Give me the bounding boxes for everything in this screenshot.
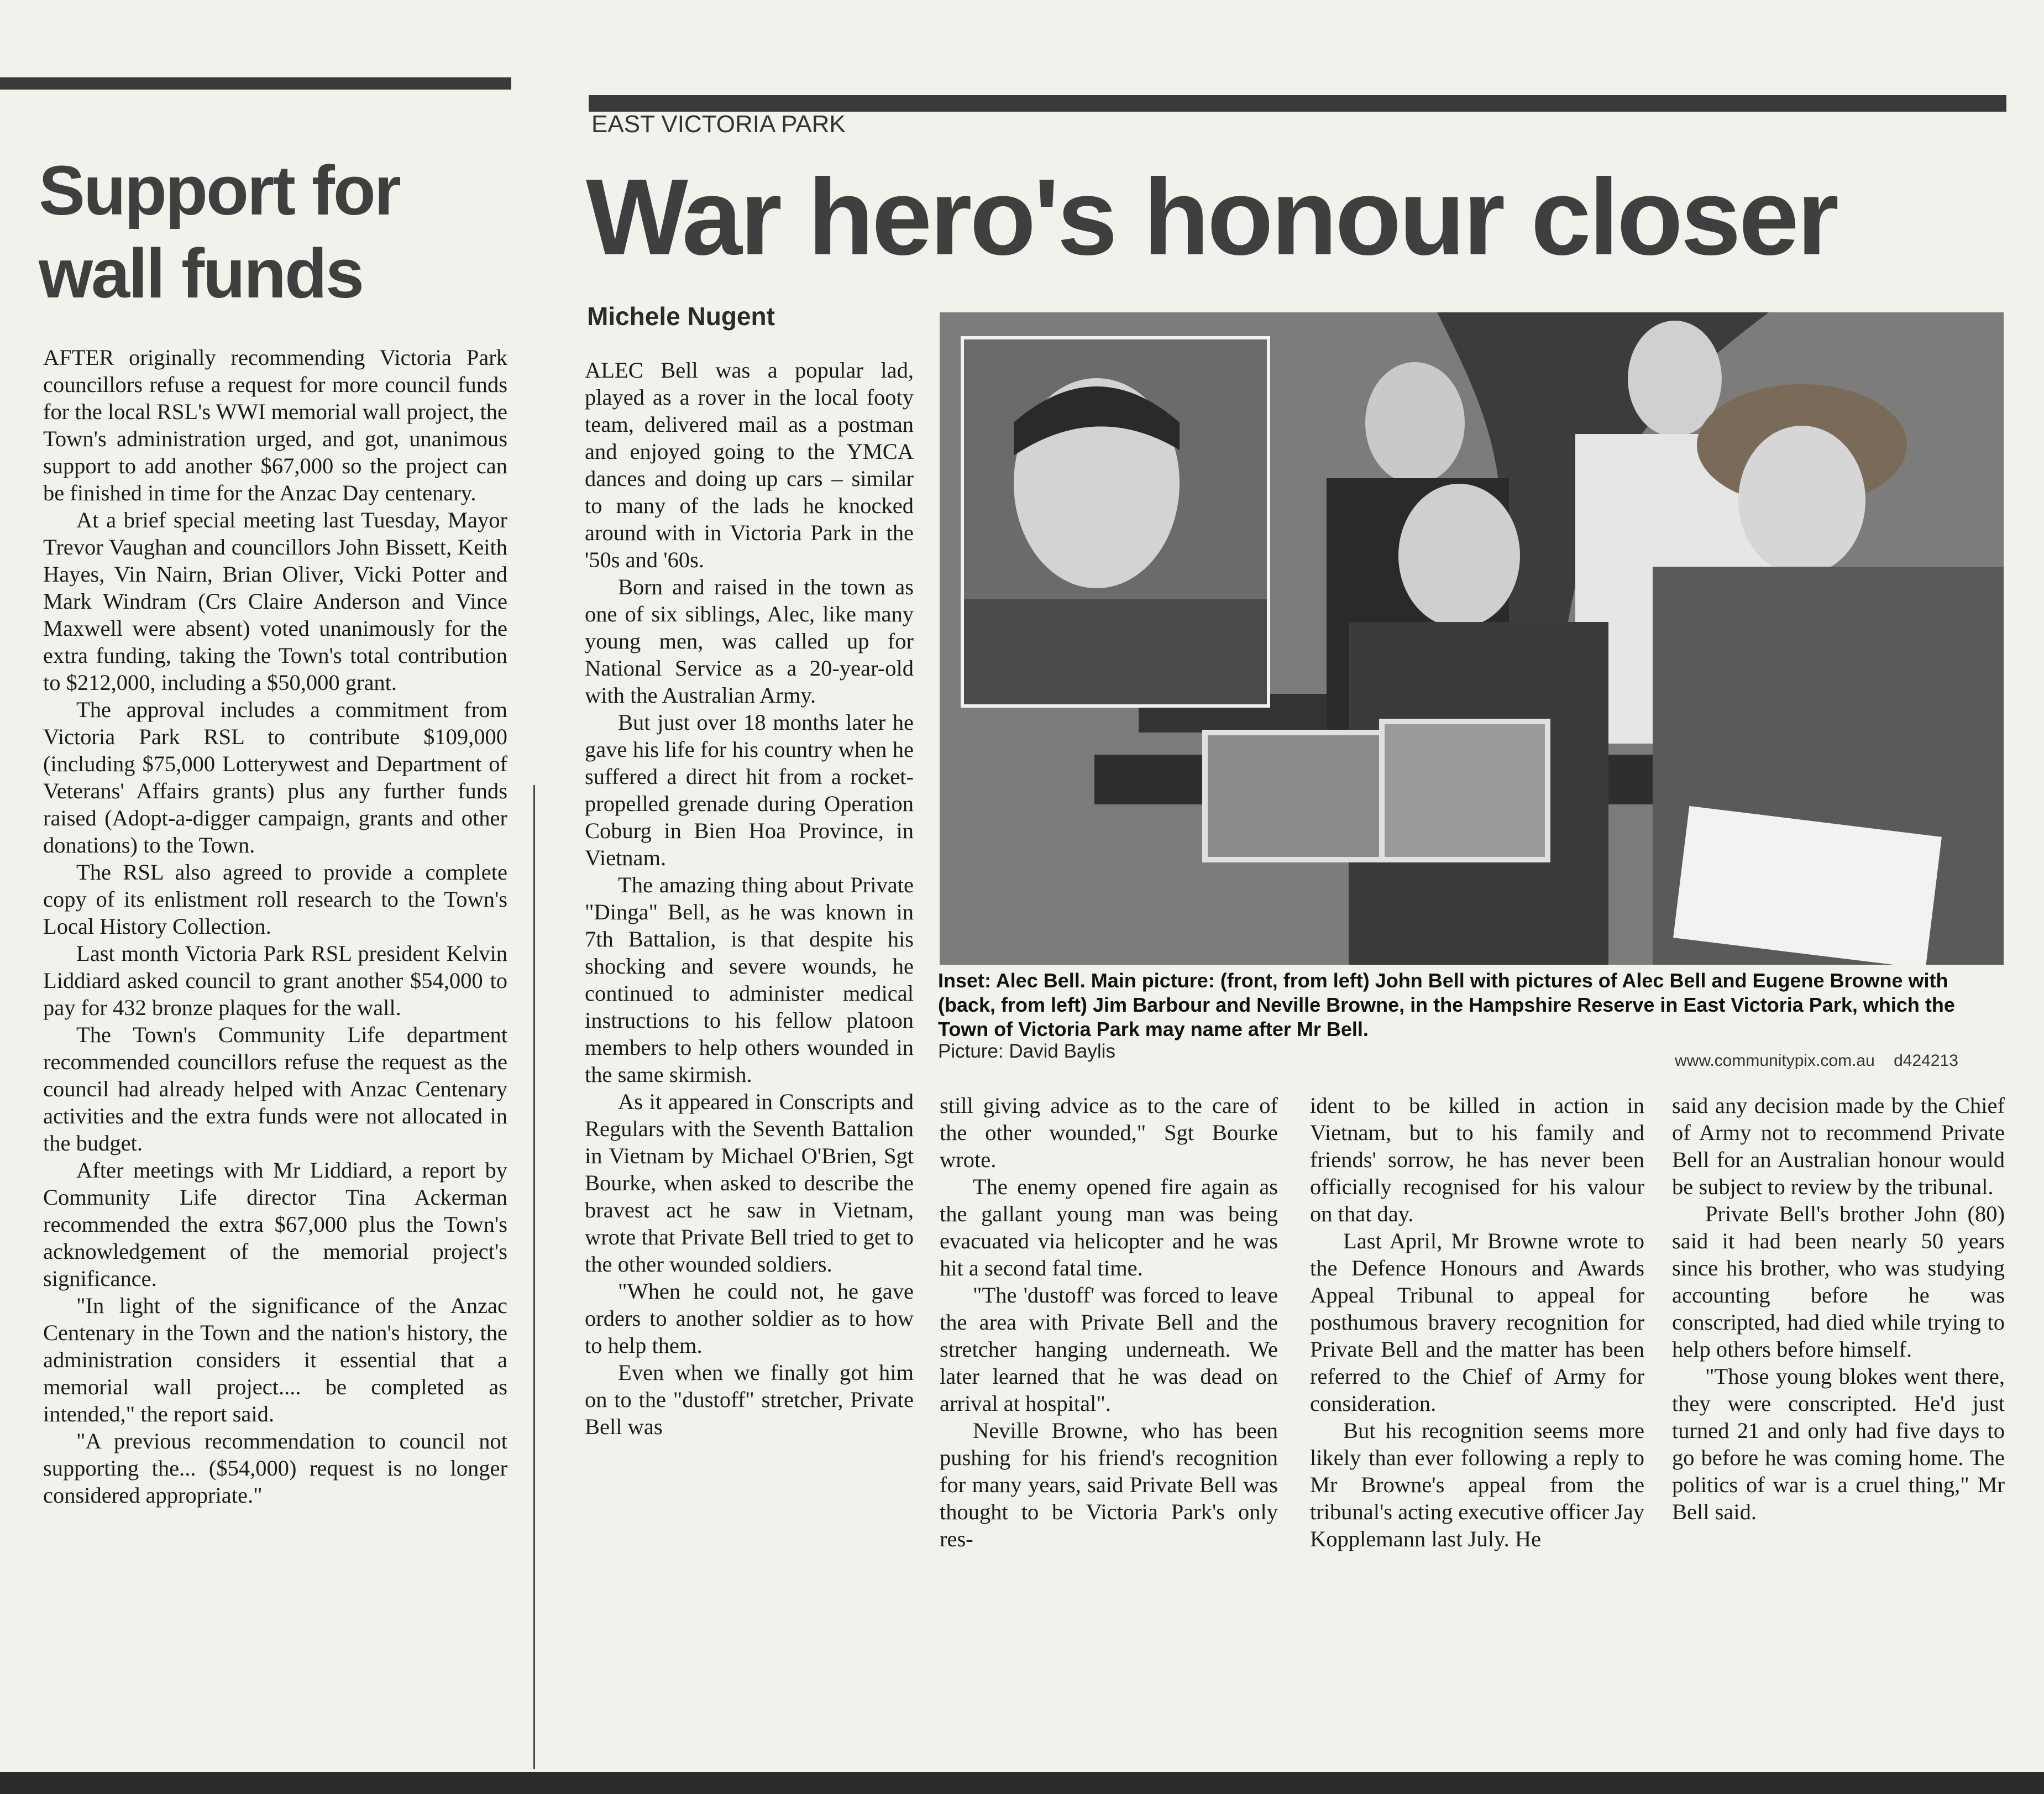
main-paragraph: Last April, Mr Browne wrote to the Defence Honours and Awards Appeal Tribunal to appeal for posthumous bravery recognition for Private Bell and the matter has been referred to the Chief of Army for consideration.	[1310, 1228, 1644, 1416]
sidebar-paragraph: After meetings with Mr Liddiard, a report by Community Life director Tina Ackerman recommended the extra $67,000 plus the Town's acknowledgement of the memorial project's significance.	[43, 1158, 507, 1291]
main-column-1	[585, 357, 914, 1440]
main-paragraph: The amazing thing about Private "Dinga" Bell, as he was known in 7th Battalion, is that despite his shocking and severe wounds, he continued to administer medical instructions to his fellow platoon members to help others wounded in the same skirmish.	[585, 872, 914, 1087]
sidebar-headline	[39, 149, 492, 315]
photo-url	[1675, 1052, 1958, 1070]
inset-photo	[961, 336, 1270, 708]
sidebar-headline-line2: wall funds	[39, 234, 363, 312]
main-paragraph: Born and raised in the town as one of six siblings, Alec, like many young men, was called up for National Service as a 20-year-old with the Australian Army.	[585, 574, 914, 708]
main-paragraph: ALEC Bell was a popular lad, played as a rover in the local footy team, delivered mail as a postman and enjoyed going to the YMCA dances and doing up cars – similar to many of the lads he knocked around with in Victoria Park in the '50s and '60s.	[585, 358, 914, 572]
main-column-2	[940, 1092, 1278, 1552]
main-paragraph: Private Bell's brother John (80) said it had been nearly 50 years since his brother, who was studying accounting before he was conscripted, had died while trying to help others before himself.	[1672, 1201, 2005, 1362]
scan-bottom-edge	[0, 1772, 2044, 1794]
column-divider	[533, 785, 535, 1769]
main-column-3	[1310, 1092, 1644, 1552]
sidebar-top-rule	[0, 77, 511, 90]
sidebar-headline-line1: Support for	[39, 151, 400, 229]
main-paragraph: "Those young blokes went there, they were conscripted. He'd just turned 21 and only had five days to go before he was coming home. The politics of war is a cruel thing," Mr Bell said.	[1672, 1364, 2005, 1524]
main-paragraph: The enemy opened fire again as the gallant young man was being evacuated via helicopter and he was hit a second fatal time.	[940, 1174, 1278, 1280]
main-paragraph: Even when we finally got him on to the "dustoff" stretcher, Private Bell was	[585, 1360, 914, 1439]
photo-code: d424213	[1894, 1052, 1958, 1070]
main-headline: War hero's honour closer	[586, 156, 1837, 278]
main-paragraph: ident to be killed in action in Vietnam, but to his family and friends' sorrow, he has never been officially recognised for his valour on that day.	[1310, 1093, 1644, 1226]
main-paragraph: But his recognition seems more likely than ever following a reply to Mr Browne's appeal from the tribunal's acting executive officer Jay Kopplemann last July. He	[1310, 1418, 1644, 1551]
sidebar-paragraph: The approval includes a commitment from Victoria Park RSL to contribute $109,000 (including $75,000 Lotterywest and Department of Veterans' Affairs grants) plus any further funds raised (Adopt-a-digger campaign, grants and other donations) to the Town.	[43, 697, 507, 857]
kicker: EAST VICTORIA PARK	[591, 111, 846, 138]
sidebar-paragraph: "A previous recommendation to council not supporting the... ($54,000) request is no longer considered appropriate."	[43, 1429, 507, 1508]
main-paragraph: "When he could not, he gave orders to another soldier as to how to help them.	[585, 1279, 914, 1358]
sidebar-paragraph: At a brief special meeting last Tuesday, Mayor Trevor Vaughan and councillors John Bissett, Keith Hayes, Vin Nairn, Brian Oliver, Vicki Potter and Mark Windram (Crs Claire Anderson and Vince Maxwell were absent) voted unanimously for the extra funding, taking the Town's total contribution to $212,000, including a $50,000 grant.	[43, 508, 507, 695]
main-paragraph: said any decision made by the Chief of Army not to recommend Private Bell for an Australian honour would be subject to review by the tribunal.	[1672, 1093, 2005, 1199]
sidebar-paragraph: "In light of the significance of the Anzac Centenary in the Town and the nation's history, the administration considers it essential that a memorial wall project.... be completed as intended," the report said.	[43, 1293, 507, 1426]
photo-url-text: www.communitypix.com.au	[1675, 1052, 1875, 1070]
main-paragraph: "The 'dustoff' was forced to leave the area with Private Bell and the stretcher hanging underneath. We later learned that he was dead on arrival at hospital".	[940, 1283, 1278, 1416]
main-paragraph: As it appeared in Conscripts and Regulars with the Seventh Battalion in Vietnam by Michael O'Brien, Sgt Bourke, when asked to describe the bravest act he saw in Vietnam, wrote that Private Bell tried to get to the other wounded soldiers.	[585, 1089, 914, 1277]
sidebar-body	[43, 344, 507, 1509]
sidebar-paragraph: The RSL also agreed to provide a complete copy of its enlistment roll research to the Town's Local History Collection.	[43, 860, 507, 939]
main-column-4	[1672, 1092, 2005, 1525]
byline: Michele Nugent	[587, 302, 775, 331]
sidebar-paragraph: Last month Victoria Park RSL president Kelvin Liddiard asked council to grant another $54,000 to pay for 432 bronze plaques for the wall.	[43, 941, 507, 1020]
main-paragraph: Neville Browne, who has been pushing for his friend's recognition for many years, said Private Bell was thought to be Victoria Park's only res-	[940, 1418, 1278, 1551]
photo-credit: Picture: David Baylis	[938, 1040, 1115, 1062]
inset-portrait	[964, 339, 1267, 704]
main-paragraph: still giving advice as to the care of the other wounded," Sgt Bourke wrote.	[940, 1093, 1278, 1172]
main-paragraph: But just over 18 months later he gave his life for his country when he suffered a direct hit from a rocket-propelled grenade during Operation Coburg in Bien Hoa Province, in Vietnam.	[585, 710, 914, 870]
photo-caption: Inset: Alec Bell. Main picture: (front, from left) John Bell with pictures of Alec Bell and Eugene Browne with (back, from left) Jim Barbour and Neville Browne, in the Hampshire Reserve in East Victoria Park, which the Town of Victoria Park may name after Mr Bell.	[938, 969, 1955, 1040]
sidebar-paragraph: AFTER originally recommending Victoria Park councillors refuse a request for more council funds for the local RSL's WWI memorial wall project, the Town's administration urged, and got, unanimous support to add another $67,000 so the project can be finished in time for the Anzac Day centenary.	[43, 345, 507, 505]
main-top-rule	[589, 95, 2006, 112]
sidebar-paragraph: The Town's Community Life department recommended councillors refuse the request as the council had already helped with Anzac Centenary activities and the extra funds were not allocated in the budget.	[43, 1022, 507, 1155]
